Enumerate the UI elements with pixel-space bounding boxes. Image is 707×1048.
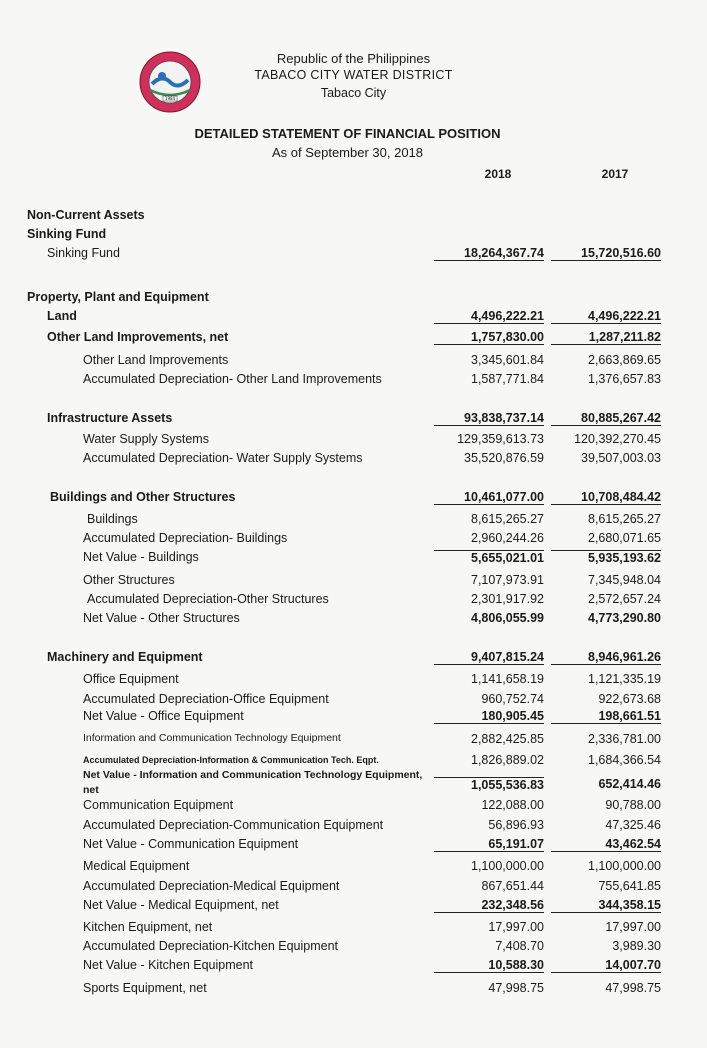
value-2017: 344,358.15: [551, 898, 661, 913]
table-row: [0, 958, 707, 976]
value-2018: 2,882,425.85: [471, 732, 544, 746]
row-label: Net Value - Information and Communication Technology Equipment,: [83, 769, 423, 781]
value-2017: 1,100,000.00: [588, 859, 661, 873]
value-2018: 1,757,830.00: [434, 330, 544, 345]
table-row: [0, 920, 707, 938]
row-label: Accumulated Depreciation-Other Structures: [87, 592, 329, 606]
value-2018: 960,752.74: [481, 692, 544, 706]
value-2017: 90,788.00: [605, 798, 661, 812]
value-2017: 120,392,270.45: [574, 432, 661, 446]
header-republic: Republic of the Philippines: [276, 51, 431, 66]
row-label: Accumulated Depreciation-Information & Communication Tech. Eqpt.: [83, 755, 379, 765]
row-label: Net Value - Office Equipment: [83, 709, 244, 723]
row-label: Accumulated Depreciation-Office Equipment: [83, 692, 329, 706]
row-label: Sinking Fund: [47, 246, 120, 260]
row-label: Accumulated Depreciation-Kitchen Equipment: [83, 939, 338, 953]
row-label: Information and Communication Technology Equipment: [83, 732, 341, 744]
row-label: Accumulated Depreciation-Communication Equipment: [83, 818, 384, 832]
table-row: [0, 769, 707, 799]
table-row: [0, 330, 707, 348]
table-row: [0, 309, 707, 327]
table-row: [0, 692, 707, 710]
value-2018: 9,407,815.24: [434, 650, 544, 665]
value-2018: 10,461,077.00: [434, 490, 544, 505]
table-row: [0, 432, 707, 450]
table-row: [0, 898, 707, 916]
table-row: [0, 709, 707, 727]
value-2018: 35,520,876.59: [464, 451, 544, 465]
table-row: [0, 512, 707, 530]
row-label: Other Structures: [83, 573, 175, 587]
value-2018: 17,997.00: [488, 920, 544, 934]
section-ppe: Property, Plant and Equipment: [27, 290, 209, 304]
value-2017: 80,885,267.42: [551, 411, 661, 426]
value-2017: 3,989.30: [612, 939, 661, 953]
row-label: Net Value - Medical Equipment, net: [83, 898, 279, 912]
value-2018: 4,806,055.99: [471, 611, 544, 625]
table-row: [0, 372, 707, 390]
value-2018: 1,826,889.02: [471, 753, 544, 767]
table-row: [0, 573, 707, 591]
table-row: [0, 837, 707, 855]
value-2017: 1,121,335.19: [588, 672, 661, 686]
value-2018: 56,896.93: [488, 818, 544, 832]
value-2018: 1,055,536.83: [434, 777, 544, 792]
value-2017: 755,641.85: [598, 879, 661, 893]
value-2018: 3,345,601.84: [471, 353, 544, 367]
value-2017: 652,414.46: [598, 777, 661, 791]
row-label: Infrastructure Assets: [47, 411, 173, 425]
value-2018: 7,107,973.91: [471, 573, 544, 587]
table-row: [0, 611, 707, 629]
value-2017: 198,661.51: [551, 709, 661, 724]
year-column-2018: 2018: [484, 167, 512, 181]
table-row: [0, 859, 707, 877]
table-row: [0, 531, 707, 549]
value-2018: 2,960,244.26: [471, 531, 544, 545]
value-2017: 47,325.46: [605, 818, 661, 832]
page-title: DETAILED STATEMENT OF FINANCIAL POSITION: [194, 126, 501, 141]
row-label: Accumulated Depreciation-Medical Equipment: [83, 879, 340, 893]
seal-year: 1984: [164, 96, 176, 101]
value-2018: 4,496,222.21: [434, 309, 544, 324]
value-2017: 39,507,003.03: [581, 451, 661, 465]
row-label: Buildings: [87, 512, 138, 526]
table-row: [0, 879, 707, 897]
row-label: Machinery and Equipment: [47, 650, 203, 664]
row-label: Net Value - Kitchen Equipment: [83, 958, 254, 972]
value-2018: 867,651.44: [481, 879, 544, 893]
value-2018: 18,264,367.74: [434, 246, 544, 261]
row-label: Accumulated Depreciation- Water Supply Systems: [83, 451, 363, 465]
value-2017: 47,998.75: [605, 981, 661, 995]
section-noncurrent-assets: Non-Current Assets: [27, 208, 145, 222]
value-2017: 14,007.70: [551, 958, 661, 973]
value-2017: 17,997.00: [605, 920, 661, 934]
table-row: [0, 411, 707, 429]
value-2017: 1,684,366.54: [588, 753, 661, 767]
value-2017: 15,720,516.60: [551, 246, 661, 261]
row-label: Net Value - Other Structures: [83, 611, 240, 625]
table-row: [0, 490, 707, 508]
value-2018: 1,587,771.84: [471, 372, 544, 386]
page-subtitle: As of September 30, 2018: [271, 145, 424, 160]
table-row: [0, 939, 707, 957]
row-label: Kitchen Equipment, net: [83, 920, 213, 934]
value-2018: 65,191.07: [434, 837, 544, 852]
value-2017: 10,708,484.42: [551, 490, 661, 505]
header-city: Tabaco City: [320, 86, 387, 100]
value-2017: 5,935,193.62: [551, 550, 661, 565]
value-2018: 129,359,613.73: [457, 432, 544, 446]
row-label: Other Land Improvements: [83, 353, 229, 367]
table-row: [0, 798, 707, 816]
value-2018: 93,838,737.14: [434, 411, 544, 426]
row-label: Water Supply Systems: [83, 432, 209, 446]
value-2018: 1,100,000.00: [471, 859, 544, 873]
value-2018: 232,348.56: [434, 898, 544, 913]
value-2017: 2,680,071.65: [588, 531, 661, 545]
value-2018: 5,655,021.01: [434, 550, 544, 565]
value-2017: 8,946,961.26: [551, 650, 661, 665]
row-label: net: [83, 784, 99, 796]
table-row: [0, 672, 707, 690]
value-2017: 4,496,222.21: [551, 309, 661, 324]
table-row: [0, 650, 707, 668]
value-2017: 2,336,781.00: [588, 732, 661, 746]
row-label: Accumulated Depreciation- Other Land Improvements: [83, 372, 382, 386]
value-2017: 1,287,211.82: [551, 330, 661, 345]
year-column-2017: 2017: [601, 167, 629, 181]
row-label: Land: [47, 309, 77, 323]
value-2018: 10,588.30: [434, 958, 544, 973]
value-2017: 2,663,869.65: [588, 353, 661, 367]
table-row: [0, 246, 707, 264]
value-2017: 1,376,657.83: [588, 372, 661, 386]
row-label: Net Value - Buildings: [83, 550, 199, 564]
value-2017: 8,615,265.27: [588, 512, 661, 526]
value-2018: 7,408.70: [495, 939, 544, 953]
row-label: Buildings and Other Structures: [50, 490, 236, 504]
value-2018: 122,088.00: [481, 798, 544, 812]
row-label: Accumulated Depreciation- Buildings: [83, 531, 288, 545]
table-row: [0, 818, 707, 836]
row-label: Other Land Improvements, net: [47, 330, 229, 344]
table-row: [0, 981, 707, 999]
table-row: [0, 451, 707, 469]
section-sinking-fund: Sinking Fund: [27, 227, 107, 241]
value-2017: 2,572,657.24: [588, 592, 661, 606]
table-row: [0, 550, 707, 568]
row-label: Office Equipment: [83, 672, 179, 686]
value-2018: 180,905.45: [434, 709, 544, 724]
row-label: Sports Equipment, net: [83, 981, 207, 995]
row-label: Communication Equipment: [83, 798, 234, 812]
value-2017: 7,345,948.04: [588, 573, 661, 587]
value-2018: 8,615,265.27: [471, 512, 544, 526]
table-row: [0, 592, 707, 610]
value-2017: 43,462.54: [551, 837, 661, 852]
value-2018: 47,998.75: [488, 981, 544, 995]
table-row: [0, 353, 707, 371]
header-agency: TABACO CITY WATER DISTRICT: [254, 68, 453, 82]
value-2017: 4,773,290.80: [588, 611, 661, 625]
value-2018: 2,301,917.92: [471, 592, 544, 606]
value-2018: 1,141,658.19: [471, 672, 544, 686]
row-label: Net Value - Communication Equipment: [83, 837, 299, 851]
row-label: Medical Equipment: [83, 859, 190, 873]
table-row: [0, 732, 707, 750]
value-2017: 922,673.68: [598, 692, 661, 706]
